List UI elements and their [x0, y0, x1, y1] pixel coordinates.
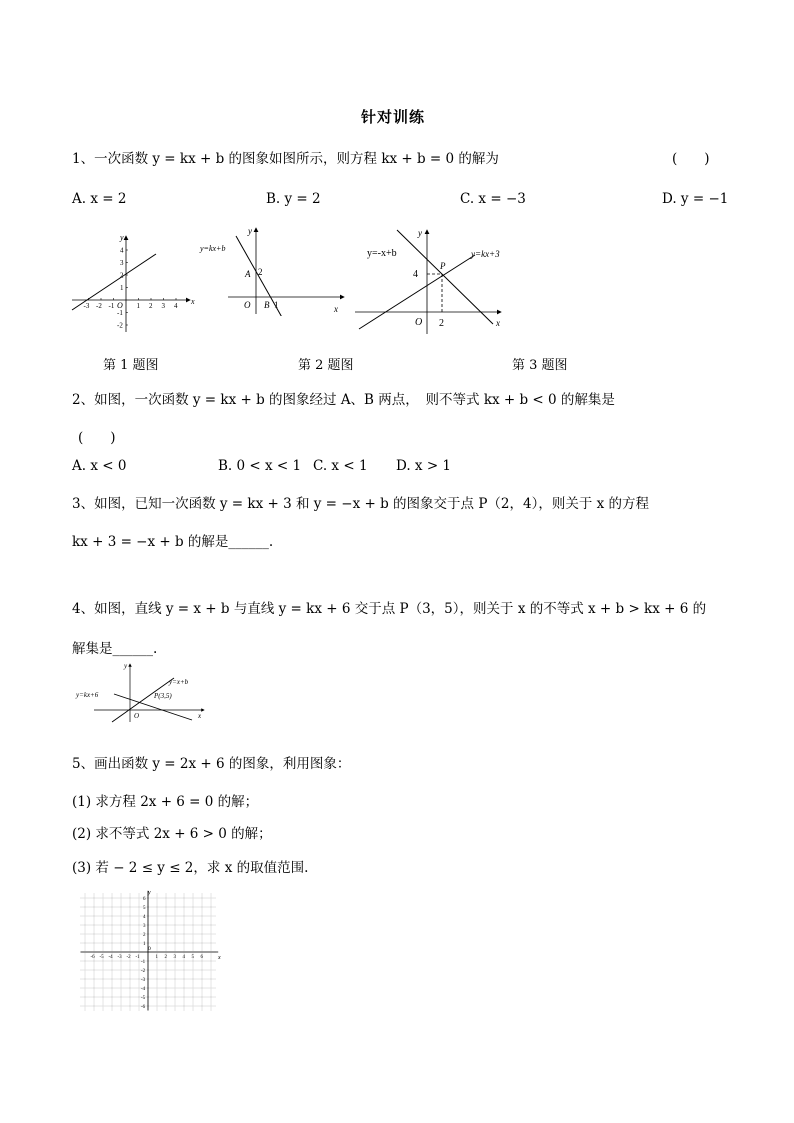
figure-5-grid	[74, 888, 226, 1012]
figure-1-y-tick-label: -2	[117, 321, 123, 330]
figure-3-line2-label: y=kx+3	[471, 249, 500, 259]
figure-3-x-tick: 2	[439, 318, 444, 329]
question-3-line-2: kx + 3 = −x + b 的解是______.	[72, 534, 274, 550]
page-title: 针对训练	[361, 108, 426, 126]
figure-5-y-tick-label: 4	[143, 915, 146, 920]
figure-1-x-tick-label: 1	[136, 302, 140, 310]
figure-5-y-tick-label: -3	[141, 978, 146, 983]
question-4-line-2: 解集是______.	[72, 641, 158, 657]
figure-2-origin: O	[244, 300, 251, 310]
figure-5-x-tick-label: 1	[155, 955, 158, 960]
question-1-option-a: A. x = 2	[72, 191, 127, 207]
question-5-part-2: (2) 求不等式 2x + 6 > 0 的解；	[72, 826, 272, 842]
question-1-option-c: C. x = −3	[460, 191, 526, 207]
figure-1-y-tick-label: -1	[117, 309, 123, 317]
figure-1-y-tick-label: 3	[120, 259, 124, 267]
figure-4-y-label: y	[124, 662, 128, 670]
figure-5-y-tick-label: 3	[143, 924, 146, 929]
figure-4-line2-label: y=x+b	[169, 678, 189, 686]
figure-4-origin: O	[134, 712, 140, 720]
question-5-text: 5、画出函数 y = 2x + 6 的图象，利用图象：	[72, 756, 351, 772]
question-1-text: 1、一次函数 y = kx + b 的图象如图所示，则方程 kx + b = 0 的解为	[72, 151, 499, 167]
question-2-option-b: B. 0 < x < 1	[218, 458, 302, 474]
figure-1-y-label: y	[120, 233, 124, 242]
figure-1-x-tick-label: -2	[96, 302, 102, 310]
figure-2-x-label: x	[334, 304, 338, 314]
question-2-option-d: D. x > 1	[396, 458, 452, 474]
figure-5-y-tick-label: -4	[141, 987, 146, 992]
figure-5-y-tick-label: 2	[143, 933, 146, 938]
figure-3-line-minus-x-b	[397, 230, 493, 324]
figure-5-x-tick-label: 2	[164, 955, 167, 960]
question-5-part-3: (3) 若 − 2 ≤ y ≤ 2，求 x 的取值范围.	[72, 860, 309, 876]
figure-3-caption: 第 3 题图	[512, 358, 568, 373]
figure-1-x-tick-label: 2	[149, 302, 153, 310]
figure-5-y-tick-label: 1	[143, 942, 146, 947]
question-2-option-a: A. x < 0	[72, 458, 127, 474]
figure-4-line-kx6	[114, 694, 192, 720]
figure-5-y-tick-label: -6	[141, 1005, 146, 1010]
figure-5-y-tick-label: 5	[143, 906, 146, 911]
question-2-bracket: ( )	[78, 430, 116, 446]
figure-5-x-tick-label: 4	[182, 955, 185, 960]
figure-4-x-label: x	[198, 712, 202, 720]
figure-4-point-p: P(3,5)	[154, 692, 172, 700]
figure-5-x-label: x	[218, 955, 221, 961]
figure-2-x-tick: 1	[274, 300, 279, 310]
figure-5-x-tick-label: 5	[191, 955, 194, 960]
figure-5-y-label: y	[148, 890, 151, 896]
figure-3-origin: O	[415, 317, 423, 328]
figure-3-graph	[355, 226, 515, 336]
figure-2-graph	[198, 224, 348, 316]
figure-1-origin: O	[117, 301, 123, 310]
figure-5-y-tick-label: 6	[143, 897, 146, 902]
figure-5-x-tick-label: -1	[135, 955, 140, 960]
figure-4-line1-label: y=kx+6	[76, 691, 99, 699]
figure-1-caption: 第 1 题图	[103, 358, 159, 373]
figure-1-y-tick-label: 1	[120, 284, 124, 292]
figure-2-point-b: B	[264, 300, 270, 310]
question-5-part-1: (1) 求方程 2x + 6 = 0 的解；	[72, 794, 259, 810]
figure-5-y-tick-label: -2	[141, 969, 146, 974]
question-1-bracket: ( )	[672, 151, 710, 167]
figure-5-x-tick-label: 3	[173, 955, 176, 960]
figure-5-x-tick-label: -5	[99, 955, 104, 960]
question-3-line-1: 3、如图，已知一次函数 y = kx + 3 和 y = −x + b 的图象交于点 P（2，4），则关于 x 的方程	[72, 496, 650, 512]
figure-3-line1-label: y=-x+b	[367, 248, 397, 259]
figure-2-y-tick: 2	[258, 267, 263, 277]
figure-5-origin: 0	[148, 946, 151, 952]
figure-5-x-tick-label: -4	[108, 955, 113, 960]
figure-5-y-tick-label: -5	[141, 996, 146, 1001]
figure-4-graph	[74, 660, 214, 724]
figure-5-x-tick-label: 6	[200, 955, 203, 960]
figure-2-line-label: y=kx+b	[200, 244, 226, 253]
figure-1-ticks	[84, 247, 179, 330]
question-1-option-b: B. y = 2	[266, 191, 321, 207]
figure-1-x-tick-label: -3	[83, 302, 90, 310]
figure-5-y-tick-label: -1	[141, 960, 146, 965]
figure-5-ticks	[91, 897, 204, 1010]
figure-1-x-tick-label: 3	[161, 302, 165, 310]
figure-5-x-tick-label: -2	[126, 955, 131, 960]
figure-1-x-label: x	[191, 297, 195, 306]
figure-3-x-label: x	[496, 318, 500, 328]
question-1-option-d: D. y = −1	[662, 191, 729, 207]
question-4-line-1: 4、如图，直线 y = x + b 与直线 y = kx + 6 交于点 P（3，5），则关于 x 的不等式 x + b > kx + 6 的	[72, 601, 707, 617]
figure-5-x-tick-label: -3	[117, 955, 122, 960]
figure-2-caption: 第 2 题图	[298, 358, 354, 373]
figure-5-x-tick-label: -6	[90, 955, 95, 960]
question-2-option-c: C. x < 1	[313, 458, 368, 474]
figure-3-y-tick: 4	[413, 269, 418, 280]
question-2-text: 2、如图，一次函数 y = kx + b 的图象经过 A、B 两点， 则不等式 kx + b < 0 的解集是	[72, 392, 615, 408]
figure-2-y-label: y	[248, 226, 252, 236]
figure-1-y-tick-label: 4	[120, 246, 124, 255]
figure-1-x-tick-label: -1	[108, 302, 115, 310]
figure-1-x-tick-label: 4	[174, 302, 178, 310]
figure-1-graph	[68, 232, 196, 336]
figure-2-point-a: A	[245, 269, 251, 279]
figure-3-y-label: y	[418, 228, 422, 238]
figure-1-y-tick-label: 2	[120, 271, 124, 280]
figure-4-line-x-b	[112, 678, 174, 722]
figure-3-point-p: P	[440, 261, 446, 271]
